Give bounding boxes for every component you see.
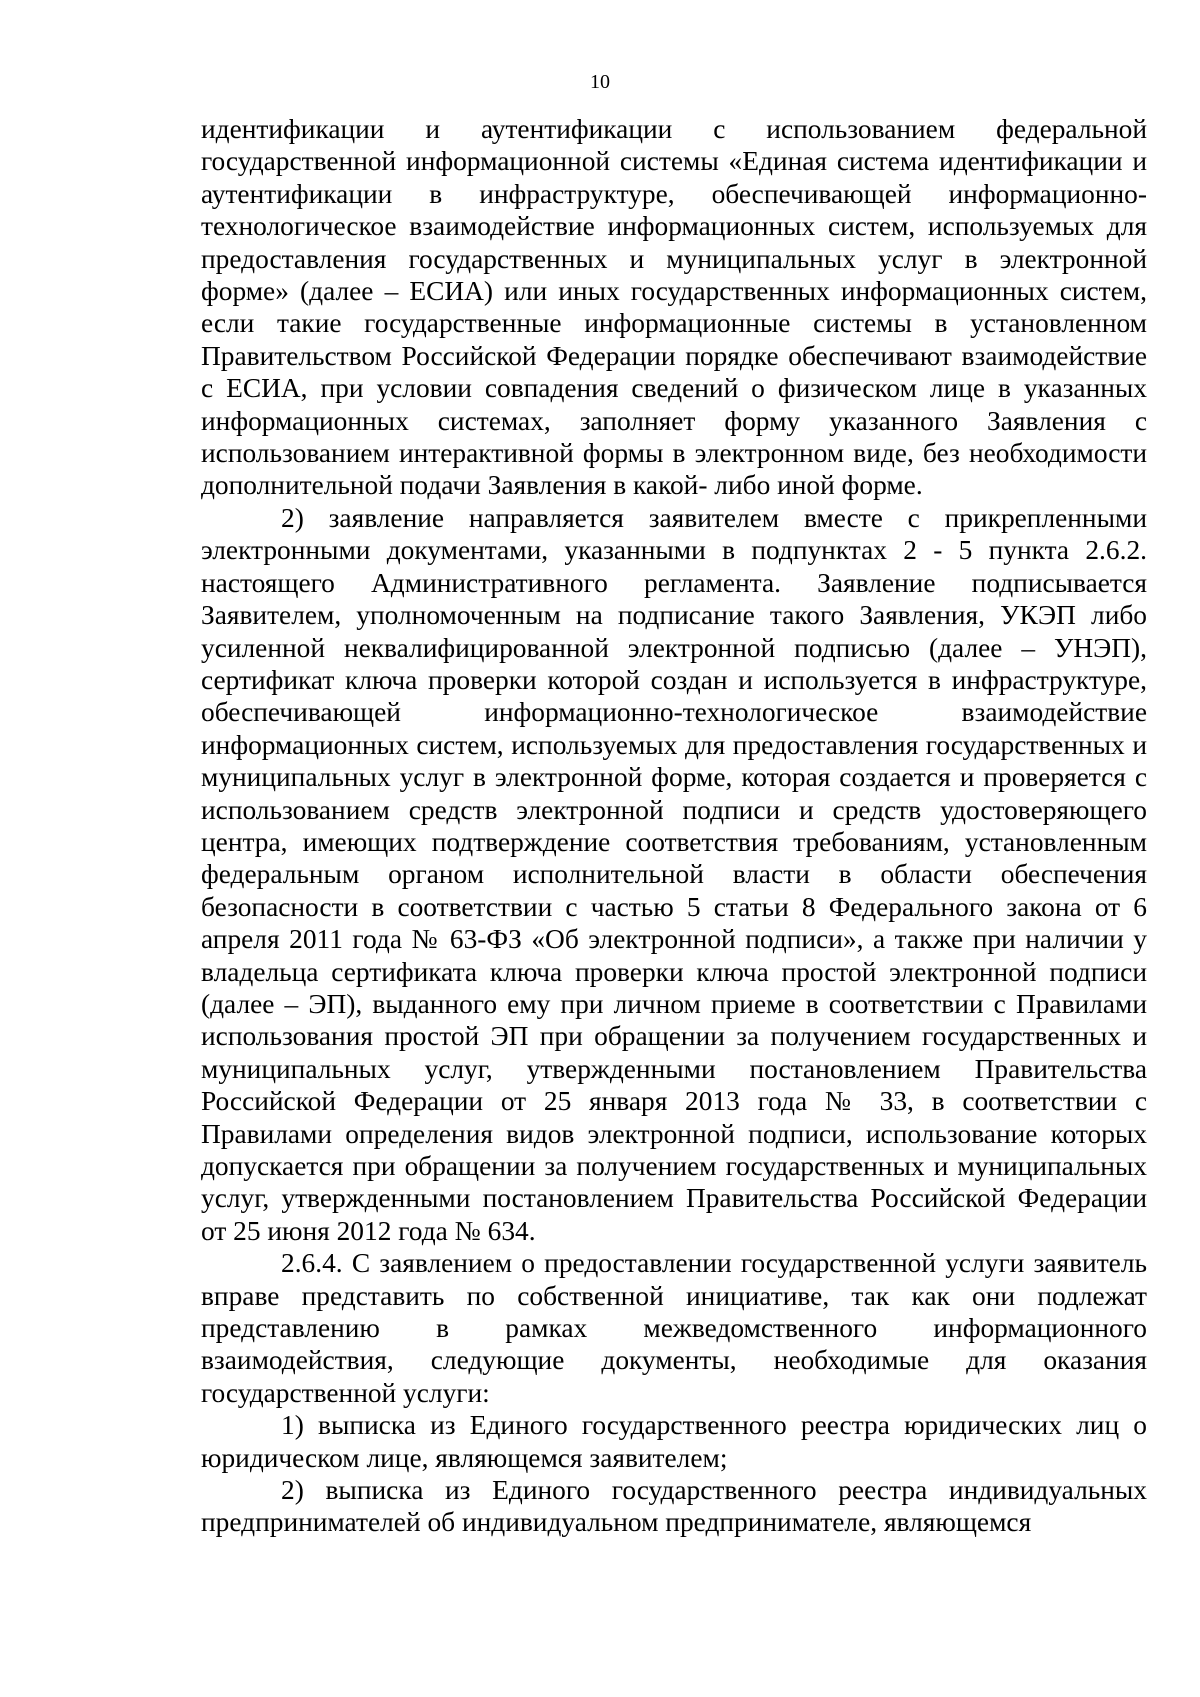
paragraph-item-2-application-signature: 2) заявление направляется заявителем вместе с прикрепленными электронными документами, указанными в подпунктах 2 - 5 пункта 2.6.2. настоящего Административного регламента. Заявление подписывается Заявителем, уполномоченным на подписание такого Заявления, УКЭП либо усиленной неквалифицированной электронной подписью (далее – УНЭП), сертификат ключа проверки которой создан и используется в инфраструктуре, обеспечивающей информационно-технологическое взаимодействие информационных систем, используемых для предоставления государственных и муниципальных услуг в электронной форме, которая создается и проверяется с использованием средств электронной подписи и средств удостоверяющего центра, имеющих подтверждение соответствия требованиям, установленным федеральным органом исполнительной власти в области обеспечения безопасности в соответствии с частью 5 статьи 8 Федерального закона от 6 апреля 2011 года № 63-ФЗ «Об электронной подписи», а также при наличии у владельца сертификата ключа проверки ключа простой электронной подписи (далее – ЭП), выданного ему при личном приеме в соответствии с Правилами использования простой ЭП при обращении за получением государственных и муниципальных услуг, утвержденными постановлением Правительства Российской Федерации от 25 января 2013 года № 33, в соответствии с Правилами определения видов электронной подписи, использование которых допускается при обращении за получением государственных и муниципальных услуг, утвержденными постановлением Правительства Российской Федерации от 25 июня 2012 года № 634. — [201, 502, 1147, 1246]
document-body — [201, 113, 1147, 1539]
page-number: 10 — [590, 71, 610, 93]
paragraph-item-1-egrul-extract: 1) выписка из Единого государственного реестра юридических лиц о юридическом лице, являющемся заявителем; — [201, 1410, 1147, 1473]
paragraph-2-6-4-optional-documents: 2.6.4. С заявлением о предоставлении государственной услуги заявитель вправе представить по собственной инициативе, так как они подлежат представлению в рамках межведомственного информационного взаимодействия, следующие документы, необходимые для оказания государственной услуги: — [201, 1248, 1147, 1408]
paragraph-esia-identification: идентификации и аутентификации с использованием федеральной государственной информационной системы «Единая система идентификации и аутентификации в инфраструктуре, обеспечивающей информационно-технологическое взаимодействие информационных систем, используемых для предоставления государственных и муниципальных услуг в электронной форме» (далее – ЕСИА) или иных государственных информационных систем, если такие государственные информационные системы в установленном Правительством Российской Федерации порядке обеспечивают взаимодействие с ЕСИА, при условии совпадения сведений о физическом лице в указанных информационных системах, заполняет форму указанного Заявления с использованием интерактивной формы в электронном виде, без необходимости дополнительной подачи Заявления в какой- либо иной форме. — [201, 114, 1147, 501]
paragraph-item-2-egrip-extract: 2) выписка из Единого государственного реестра индивидуальных предпринимателей об индивидуальном предпринимателе, являющемся — [201, 1475, 1147, 1538]
